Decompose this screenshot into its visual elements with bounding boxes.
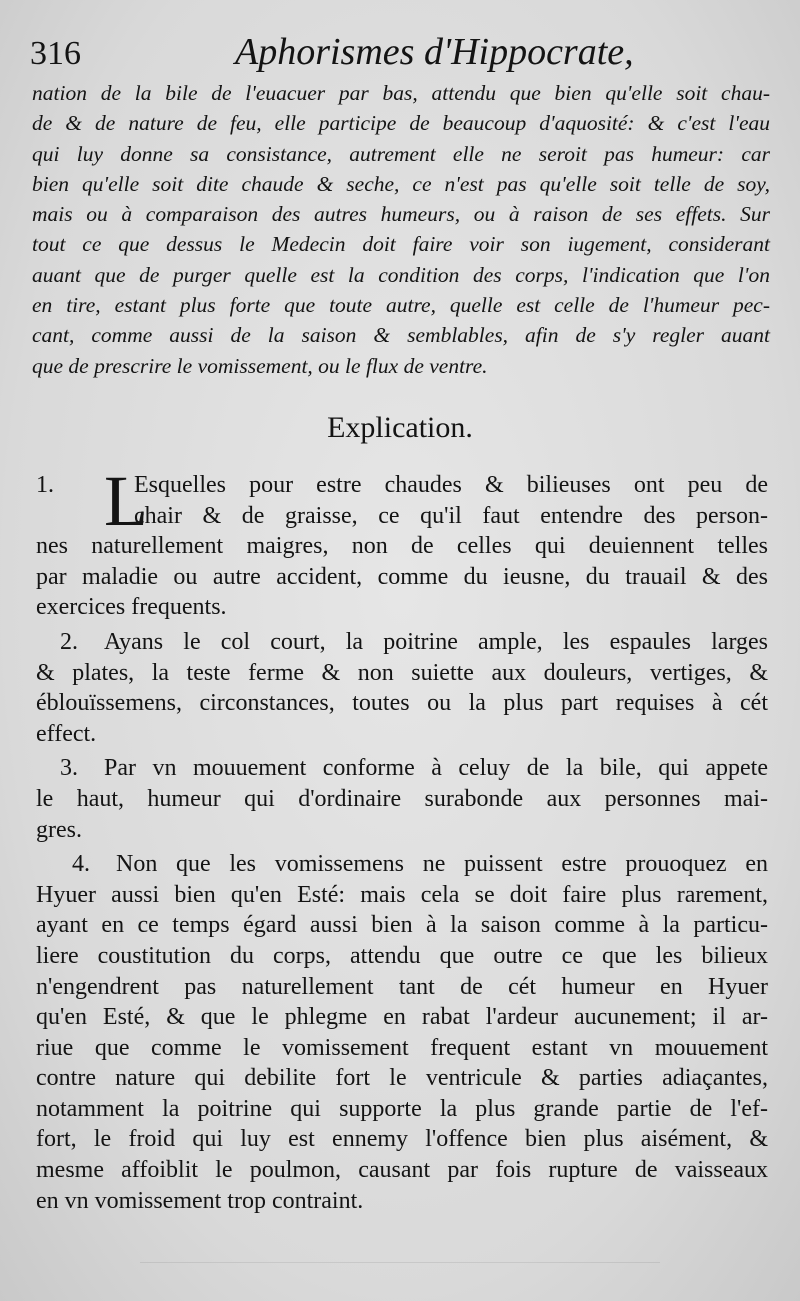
italic-line: de & de nature de feu, elle participe de beaucoup d'aquosité: & c'est l'eau xyxy=(32,111,770,136)
page-header xyxy=(30,24,770,80)
paragraph-line: nes naturellement maigres, non de celles qui deuiennent telles xyxy=(36,533,768,560)
explication-paragraph-3 xyxy=(36,753,768,845)
paragraph-line: mesme affoiblit le poulmon, causant par fois rupture de vaisseaux xyxy=(36,1157,768,1184)
paragraph-line: exercices frequents. xyxy=(36,594,227,621)
paragraph-line: éblouïssemens, circonstances, toutes ou la plus part requises à cét xyxy=(36,690,768,717)
explication-body xyxy=(36,461,768,1216)
italic-line: auant que de purger quelle est la condition des corps, l'indication que l'on xyxy=(32,262,770,287)
paragraph-line: Esquelles pour estre chaudes & bilieuses ont peu de xyxy=(134,472,768,498)
italic-line: mais ou à comparaison des autres humeurs, ou à raison de ses effets. Sur xyxy=(32,202,770,227)
italic-line: tout ce que dessus le Medecin doit faire voir son iugement, considerant xyxy=(32,232,770,257)
paragraph-line: chair & de graisse, ce qu'il faut entendre des person- xyxy=(134,502,768,529)
paragraph-line: liere coustitution du corps, attendu que outre ce que les bilieux xyxy=(36,942,768,969)
paragraph-line: & plates, la teste ferme & non suiette aux douleurs, vertiges, & xyxy=(36,659,768,686)
paragraph-line: en vn vomissement trop contraint. xyxy=(36,1187,364,1214)
running-title: Aphorismes d'Hippocrate, xyxy=(235,31,634,73)
paragraph-line: notamment la poitrine qui supporte la plus grande partie de l'ef- xyxy=(36,1095,768,1122)
page-bottom-margin xyxy=(140,1262,660,1281)
paragraph-line: fort, le froid qui luy est ennemy l'offence bien plus aisément, & xyxy=(36,1126,768,1153)
section-heading: Explication. xyxy=(327,411,473,444)
paragraph-number: 2. xyxy=(60,628,78,655)
paragraph-line: gres. xyxy=(36,816,82,843)
italic-line: que de prescrire le vomissement, ou le flux de ventre. xyxy=(32,353,488,378)
paragraph-number: 4. xyxy=(72,851,90,878)
explication-paragraph-2 xyxy=(36,627,768,749)
paragraph-line: Par vn mouuement conforme à celuy de la bile, qui appete xyxy=(104,755,768,782)
paragraph-line: par maladie ou autre accident, comme du ieusne, du trauail & des xyxy=(36,563,768,590)
italic-line: qui luy donne sa consistance, autrement elle ne seroit pas humeur: car xyxy=(32,141,770,166)
paragraph-line: contre nature qui debilite fort le ventricule & parties adiaçantes, xyxy=(36,1065,768,1092)
paragraph-line: Hyuer aussi bien qu'en Esté: mais cela se doit faire plus rarement, xyxy=(36,881,768,908)
page-number: 316 xyxy=(30,35,81,72)
paragraph-line: n'engendrent pas naturellement tant de cét humeur en Hyuer xyxy=(36,973,768,1000)
explication-paragraph-1 xyxy=(36,461,768,623)
italic-line: cant, comme aussi de la saison & semblables, afin de s'y regler auant xyxy=(32,323,770,348)
paragraph-number: 1. xyxy=(36,472,54,498)
paragraph-line: riue que comme le vomissement frequent estant vn mouuement xyxy=(36,1034,768,1061)
italic-text-block xyxy=(32,78,770,381)
explication-paragraph-4 xyxy=(36,849,768,1216)
paragraph-line: effect. xyxy=(36,720,97,747)
italic-line: nation de la bile de l'euacuer par bas, attendu que bien qu'elle soit chau- xyxy=(32,81,770,105)
paragraph-number: 3. xyxy=(60,755,78,782)
drop-cap: L xyxy=(104,461,148,541)
paragraph-line: ayant en ce temps égard aussi bien à la saison comme à la particu- xyxy=(36,912,768,939)
paragraph-line: Ayans le col court, la poitrine ample, les espaules larges xyxy=(104,628,768,655)
paragraph-line: qu'en Esté, & que le phlegme en rabat l'ardeur aucunement; il ar- xyxy=(36,1004,768,1031)
italic-line: en tire, estant plus forte que toute autre, quelle est celle de l'humeur pec- xyxy=(32,293,770,318)
italic-line: bien qu'elle soit dite chaude & seche, ce n'est pas qu'elle soit telle de soy, xyxy=(32,171,770,196)
paragraph-line: le haut, humeur qui d'ordinaire surabonde aux personnes mai- xyxy=(36,785,768,812)
paragraph-line: Non que les vomissemens ne puissent estre prouoquez en xyxy=(116,851,768,878)
